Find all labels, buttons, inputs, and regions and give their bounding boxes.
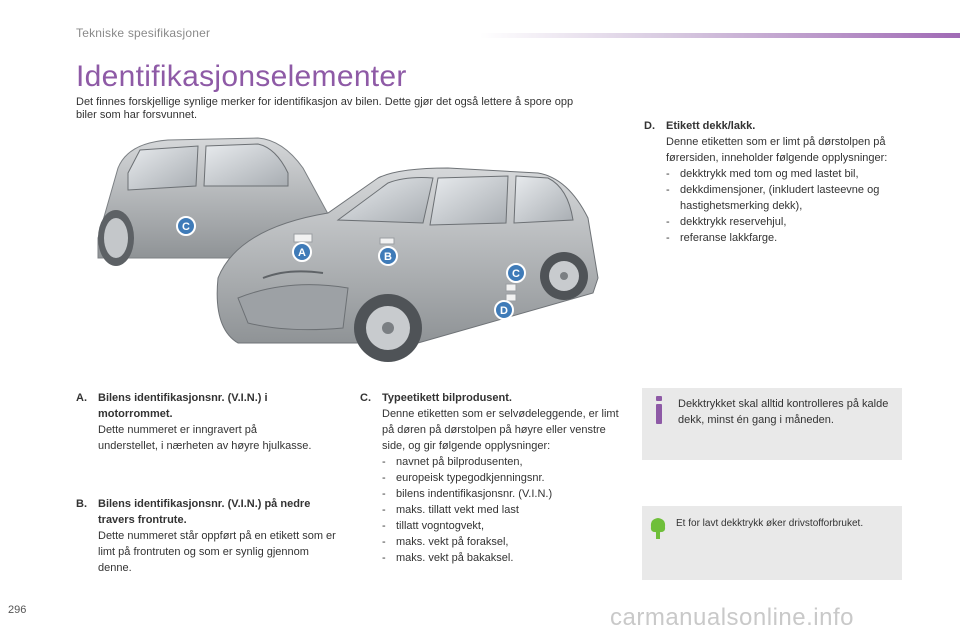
- marker-label: B: [384, 251, 392, 263]
- watermark: carmanualsonline.info: [610, 604, 854, 631]
- list-item: - maks. tillatt vekt med last: [382, 502, 622, 518]
- list-item: - referanse lakkfarge.: [666, 230, 916, 246]
- block-a-heading: Bilens identifikasjonsnr. (V.I.N.) i motorrommet.: [98, 392, 268, 420]
- list-item: - dekktrykk reservehjul,: [666, 214, 916, 230]
- marker-label: A: [298, 247, 306, 259]
- marker-label: C: [182, 221, 190, 233]
- label-sticker-b: [380, 238, 394, 244]
- block-c: [360, 390, 622, 566]
- block-b-letter: B.: [76, 498, 87, 510]
- block-d-list: [644, 166, 916, 246]
- block-d-heading: Etikett dekk/lakk.: [666, 120, 756, 132]
- intro-text: Det finnes forskjellige synlige merker for identifikasjon av bilen. Dette gjør det også lettere å spore opp biler som har forsvunnet.: [76, 96, 574, 121]
- block-b-body: Dette nummeret står oppført på en etikett som er limt på frontruten og som er synlig gjennom denne.: [98, 530, 336, 574]
- block-d-body: Denne etiketten som er limt på dørstolpen på førersiden, inneholder følgende opplysninger:: [666, 136, 888, 164]
- list-item: - bilens indentifikasjonsnr. (V.I.N.): [382, 486, 622, 502]
- info-text: Dekktrykket skal alltid kontrolleres på kalde dekk, minst én gang i måneden.: [678, 398, 889, 426]
- marker-a: [293, 243, 311, 261]
- list-item: - maks. vekt på foraksel,: [382, 534, 622, 550]
- header-gradient-bar: [480, 33, 960, 38]
- list-item: - dekktrykk med tom og med lastet bil,: [666, 166, 916, 182]
- list-item: - europeisk typegodkjenningsnr.: [382, 470, 622, 486]
- block-b: [76, 496, 336, 576]
- marker-b: [379, 247, 397, 265]
- block-c-list: [360, 454, 622, 566]
- page-title: Identifikasjonselementer: [76, 60, 407, 93]
- eco-box: [642, 506, 902, 580]
- eco-text: Et for lavt dekktrykk øker drivstofforbruket.: [676, 518, 864, 529]
- block-a-body: Dette nummeret er inngravert på understellet, i nærheten av høyre hjulkasse.: [98, 424, 312, 452]
- section-header: Tekniske spesifikasjoner: [76, 26, 211, 40]
- marker-label: D: [500, 305, 508, 317]
- block-a: [76, 390, 316, 454]
- eco-tree-icon: [648, 516, 668, 540]
- list-item: - tillatt vogntogvekt,: [382, 518, 622, 534]
- info-box: [642, 388, 902, 460]
- page-number: 296: [8, 604, 27, 616]
- block-c-letter: C.: [360, 392, 371, 404]
- list-item: - maks. vekt på bakaksel.: [382, 550, 622, 566]
- marker-c-rear: [177, 217, 195, 235]
- block-c-body: Denne etiketten som er selvødeleggende, er limt på døren på dørstolpen på høyre eller venstre side, og gir følgende opplysninger:: [382, 408, 619, 452]
- list-item: - navnet på bilprodusenten,: [382, 454, 622, 470]
- block-b-heading: Bilens identifikasjonsnr. (V.I.N.) på nedre travers frontrute.: [98, 498, 311, 526]
- block-a-letter: A.: [76, 392, 87, 404]
- label-sticker-c: [506, 284, 516, 291]
- info-icon: [656, 396, 662, 424]
- marker-d: [495, 301, 513, 319]
- car-illustration: [88, 128, 608, 378]
- marker-c-front: [507, 264, 525, 282]
- block-d-letter: D.: [644, 120, 655, 132]
- block-c-heading: Typeetikett bilprodusent.: [382, 392, 512, 404]
- block-d: [644, 118, 916, 246]
- list-item: - dekkdimensjoner, (inkludert lasteevne og hastighetsmerking dekk),: [666, 182, 916, 214]
- marker-label: C: [512, 268, 520, 280]
- label-sticker-a: [294, 234, 312, 242]
- label-sticker-d: [506, 294, 516, 301]
